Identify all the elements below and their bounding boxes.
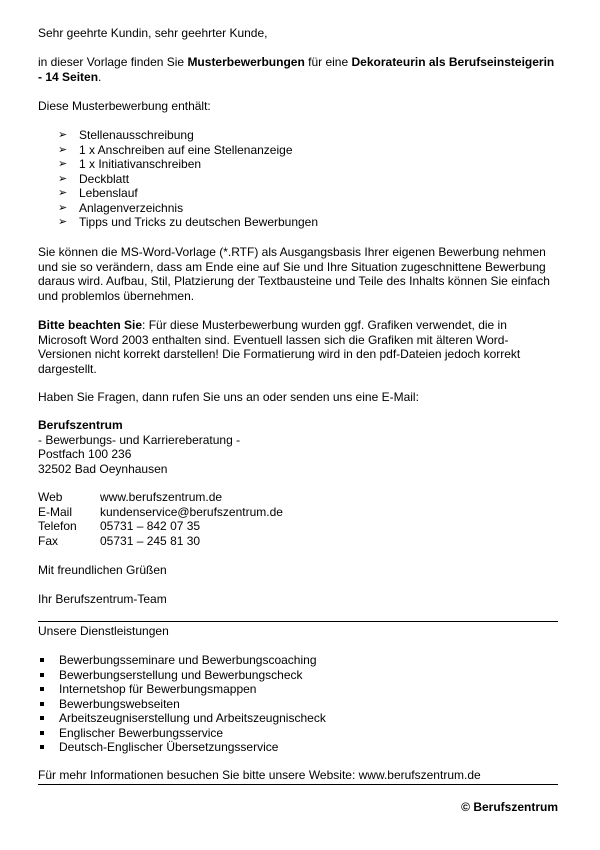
list-item [38,740,558,755]
contact-label: Telefon [38,519,77,533]
contact-label: Fax [38,533,59,548]
list-item-label: 1 x Initiativanschreiben [79,157,202,171]
notice-label: Bitte beachten Sie [38,318,143,332]
square-bullet-icon [40,658,44,662]
intro-text-1: in dieser Vorlage finden Sie [38,55,188,69]
intro-text-2: für eine [304,55,352,69]
contact-label: E-Mail [38,504,73,519]
list-item [38,157,558,172]
intro-bold-1: Musterbewerbungen [187,55,305,69]
arrow-bullet-icon: ➢ [58,187,68,199]
arrow-bullet-icon: ➢ [58,216,68,228]
contact-row [38,490,558,505]
more-info-line: Für mehr Informationen besuchen Sie bitte unsere Website: www.berufszentrum.de [38,768,481,782]
contact-row [38,519,558,534]
list-item-label: Stellenausschreibung [79,128,194,142]
intro-bold-2: Dekorateurin als Berufseinsteigerin - 14 Seiten [38,55,555,84]
address-line: Postfach 100 236 [38,447,132,461]
list-item-label: Arbeitszeugniserstellung und Arbeitszeugnischeck [59,711,326,725]
company-name: Berufszentrum [38,418,123,432]
square-bullet-icon [40,687,44,691]
list-item [38,215,558,230]
list-item-label: Bewerbungswebseiten [59,696,180,711]
list-item-label: Deutsch-Englischer Übersetzungsservice [59,740,279,754]
copyright: © Berufszentrum [461,800,558,814]
square-bullet-icon [40,716,44,720]
divider [38,621,558,622]
contact-phone: 05731 – 842 07 35 [100,519,201,533]
list-item [38,172,558,187]
contact-table [38,490,558,548]
contents-heading: Diese Musterbewerbung enthält: [38,99,211,113]
intro-text-3: . [98,69,102,84]
contact-row [38,534,558,549]
arrow-bullet-icon: ➢ [58,143,68,156]
services-heading: Unsere Dienstleistungen [38,624,169,638]
square-bullet-icon [40,745,44,749]
contact-row [38,505,558,520]
list-item-label: Internetshop für Bewerbungsmappen [59,682,257,696]
list-item [38,186,558,201]
list-item-label: Anlagenverzeichnis [79,200,184,215]
usage-paragraph: Sie können die MS-Word-Vorlage (*.RTF) als Ausgangsbasis Ihrer eigenen Bewerbung nehmen und sie so verändern, dass am Ende eine auf Sie und Ihre Situation zugeschnittene Bewerbung daraus wird. Aufbau, Stil, Platzierung der Textbausteine und Teile des Inhalts können Sie einfach und problemlos übernehmen. [38,245,550,303]
list-item-label: Tipps und Tricks zu deutschen Bewerbungen [79,215,319,229]
list-item-label: Englischer Bewerbungsservice [59,725,224,740]
notice-paragraph [38,318,558,376]
address-line: - Bewerbungs- und Karriereberatung - [38,432,241,447]
list-item [38,711,558,726]
list-item [38,668,558,683]
address-line: 32502 Bad Oeynhausen [38,461,168,476]
divider [38,784,558,785]
closing: Mit freundlichen Grüßen [38,563,167,577]
list-item [38,653,558,668]
list-item [38,128,558,143]
arrow-bullet-icon: ➢ [58,201,68,214]
list-item-label: Bewerbungserstellung und Bewerbungscheck [59,667,303,682]
signature: Ihr Berufszentrum-Team [38,592,167,606]
square-bullet-icon [40,731,44,735]
list-item-label: Bewerbungsseminare und Bewerbungscoaching [59,653,317,667]
list-item [38,726,558,741]
intro-paragraph [38,55,558,84]
contact-fax: 05731 – 245 81 30 [100,533,201,548]
contact-label: Web [38,490,63,504]
salutation: Sehr geehrte Kundin, sehr geehrter Kunde, [38,26,268,40]
arrow-bullet-icon: ➢ [58,158,68,170]
list-item-label: Deckblatt [79,171,130,186]
questions-line: Haben Sie Fragen, dann rufen Sie uns an oder senden uns eine E-Mail: [38,390,419,404]
list-item [38,143,558,158]
address-block [38,418,558,476]
contact-email-link[interactable]: kundenservice@berufszentrum.de [100,504,283,519]
services-list [38,653,558,755]
list-item [38,697,558,712]
notice-text: : Für diese Musterbewerbung wurden ggf. Grafiken verwendet, die in Microsoft Word 2003 enthalten sind. Eventuell lassen sich die Grafiken mit älteren Word-Versionen nicht korrekt darstellen! Die Formatierung wird in den pdf-Dateien jedoch korrekt dargestellt. [38,318,521,376]
arrow-bullet-icon: ➢ [58,129,68,141]
square-bullet-icon [40,702,44,706]
list-item-label: 1 x Anschreiben auf eine Stellenanzeige [79,142,293,157]
contact-web-link[interactable]: www.berufszentrum.de [100,490,223,504]
list-item [38,682,558,697]
list-item [38,201,558,216]
list-item-label: Lebenslauf [79,186,138,200]
arrow-bullet-icon: ➢ [58,172,68,185]
square-bullet-icon [40,673,44,677]
contents-list [38,128,558,230]
